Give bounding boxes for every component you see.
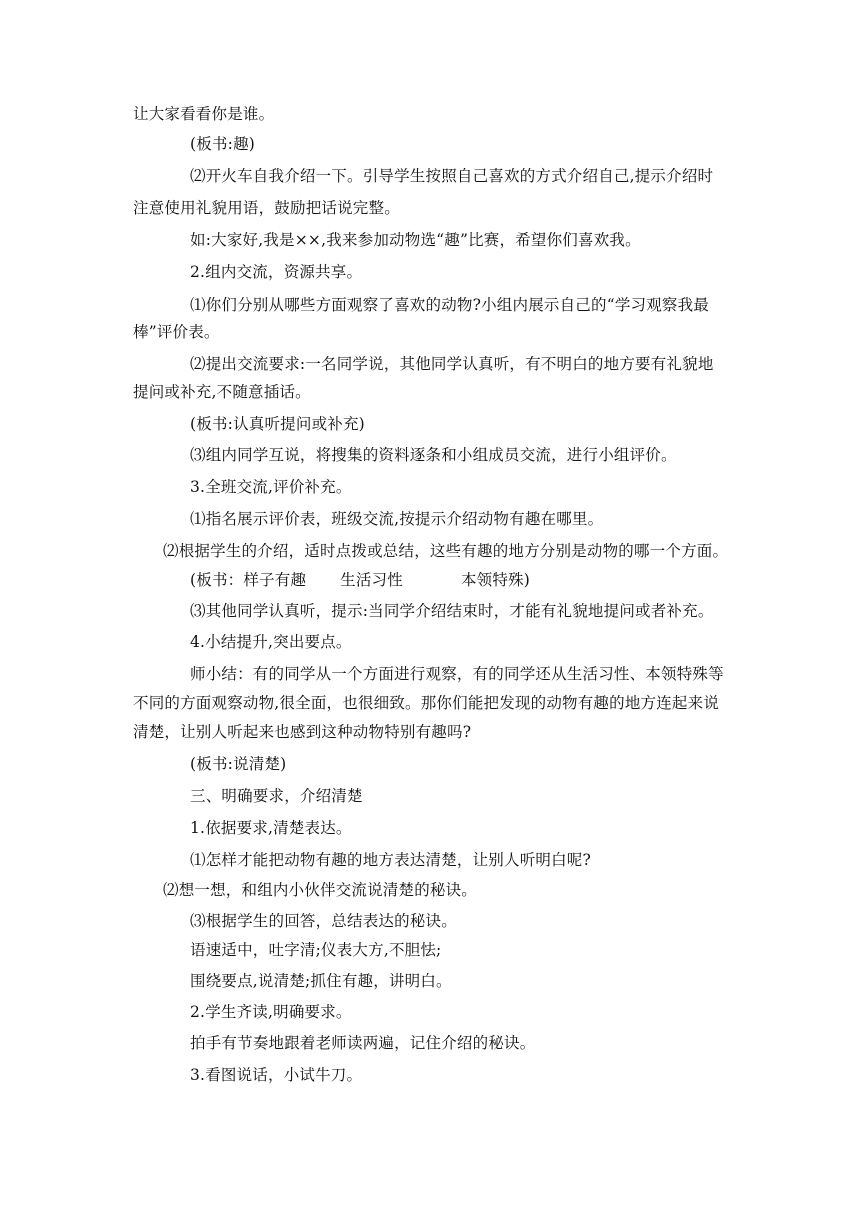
text-line: 3.看图说话，小试牛刀。 [190, 1066, 363, 1084]
board-prefix: (板书：样子有趣 [190, 571, 307, 589]
text-line: 清楚，让别人听起来也感到这种动物特别有趣吗? [133, 723, 472, 741]
text-line: 围绕要点,说清楚;抓住有趣，讲明白。 [190, 972, 452, 990]
text-line: 让大家看看你是谁。 [133, 105, 275, 123]
text-line: ⑵根据学生的介绍，适时点拨或总结，这些有趣的地方分别是动物的哪一个方面。 [163, 542, 729, 560]
text-line: 如:大家好,我是××,我来参加动物选“趣”比赛，希望你们喜欢我。 [190, 231, 641, 249]
text-line: ⑵开火车自我介绍一下。引导学生按照自己喜欢的方式介绍自己,提示介绍时 [190, 167, 714, 185]
section-heading: 三、明确要求，介绍清楚 [190, 787, 363, 805]
board-item-habits: 生活习性 [340, 571, 403, 589]
text-line: ⑵提出交流要求:一名同学说，其他同学认真听，有不明白的地方要有礼貌地 [190, 355, 714, 373]
text-line: 2.学生齐读,明确要求。 [190, 1003, 352, 1021]
text-line: (板书:认真听提问或补充) [190, 415, 365, 433]
text-line: ⑶其他同学认真听，提示:当同学介绍结束时，才能有礼貌地提问或者补充。 [190, 602, 714, 620]
board-item-skills: 本领特殊) [460, 571, 531, 589]
blackboard-summary [190, 570, 530, 590]
text-line: 棒”评价表。 [133, 323, 220, 341]
text-line: ⑴你们分别从哪些方面观察了喜欢的动物?小组内展示自己的“学习观察我最 [190, 296, 710, 314]
text-line: 1.依据要求,清楚表达。 [190, 819, 352, 837]
text-line: 提问或补充,不随意插话。 [133, 383, 311, 401]
text-line: 语速适中，吐字清;仪表大方,不胆怯; [190, 941, 442, 959]
text-line: 师小结：有的同学从一个方面进行观察，有的同学还从生活习性、本领特殊等 [190, 665, 724, 683]
text-line: ⑴怎样才能把动物有趣的地方表达清楚，让别人听明白呢? [190, 851, 592, 869]
text-line: ⑶根据学生的回答，总结表达的秘诀。 [190, 912, 457, 930]
text-line: 拍手有节奏地跟着老师读两遍，记住介绍的秘诀。 [190, 1034, 536, 1052]
text-line: (板书:说清楚) [190, 755, 287, 773]
text-line: 2.组内交流，资源共享。 [190, 263, 363, 281]
text-line: (板书:趣) [190, 135, 256, 153]
text-line: ⑶组内同学互说，将搜集的资料逐条和小组成员交流，进行小组评价。 [190, 446, 677, 464]
text-line: 3.全班交流,评价补充。 [190, 478, 352, 496]
text-line: ⑴指名展示评价表，班级交流,按提示介绍动物有趣在哪里。 [190, 510, 604, 528]
text-line: ⑵想一想，和组内小伙伴交流说清楚的秘诀。 [163, 881, 478, 899]
text-line: 4.小结提升,突出要点。 [190, 633, 352, 651]
text-line: 注意使用礼貌用语，鼓励把话说完整。 [133, 199, 400, 217]
text-line: 不同的方面观察动物,很全面，也很细致。那你们能把发现的动物有趣的地方连起来说 [133, 694, 720, 712]
